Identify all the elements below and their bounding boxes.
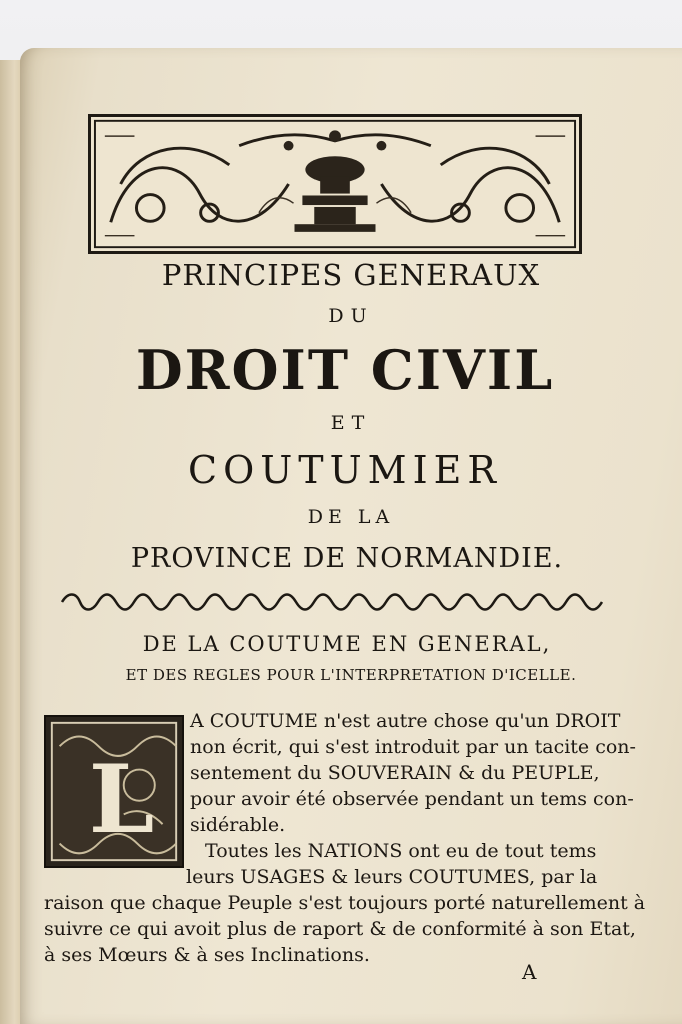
headpiece-ornament: [88, 114, 582, 254]
section-heading: DE LA COUTUME EN GENERAL,: [142, 632, 552, 656]
title-line-2: DROIT CIVIL: [135, 338, 555, 402]
title-line-3: COUTUMIER: [188, 448, 502, 492]
section-subheading: ET DES REGLES POUR L'INTERPRETATION D'ICELLE.: [125, 666, 577, 684]
body-line-5: sidérable.: [190, 814, 286, 836]
title-et: ET: [330, 412, 372, 434]
body-line-8: raison que chaque Peuple s'est toujours porté naturellement à: [44, 892, 646, 914]
body-line-2: non écrit, qui s'est introduit par un tacite con-: [190, 736, 636, 758]
decorated-initial-illustration: [46, 717, 182, 866]
headpiece-illustration: [91, 117, 579, 251]
body-line-10: à ses Mœurs & à ses Inclinations.: [44, 944, 370, 966]
body-line-9: suivre ce qui avoit plus de raport & de conformité à son Etat,: [44, 918, 636, 940]
title-de-la: DE LA: [307, 506, 395, 528]
ornamental-divider-illustration: [58, 590, 610, 614]
title-line-4: PROVINCE DE NORMANDIE.: [130, 543, 564, 574]
body-line-7: leurs USAGES & leurs COUTUMES, par la: [186, 866, 598, 888]
decorated-initial: [44, 715, 184, 868]
body-line-3: sentement du SOUVERAIN & du PEUPLE,: [190, 762, 600, 784]
title-du: DU: [328, 305, 374, 327]
body-line-4: pour avoir été observée pendant un tems con-: [190, 788, 634, 810]
title-line-1: PRINCIPES GENERAUX: [161, 258, 541, 292]
initial-letter: L: [88, 744, 155, 855]
body-line-6: Toutes les NATIONS ont eu de tout tems: [205, 840, 597, 862]
body-line-1: A COUTUME n'est autre chose qu'un DROIT: [190, 710, 621, 732]
ornamental-divider: [58, 590, 610, 614]
signature-mark: A: [522, 960, 537, 984]
